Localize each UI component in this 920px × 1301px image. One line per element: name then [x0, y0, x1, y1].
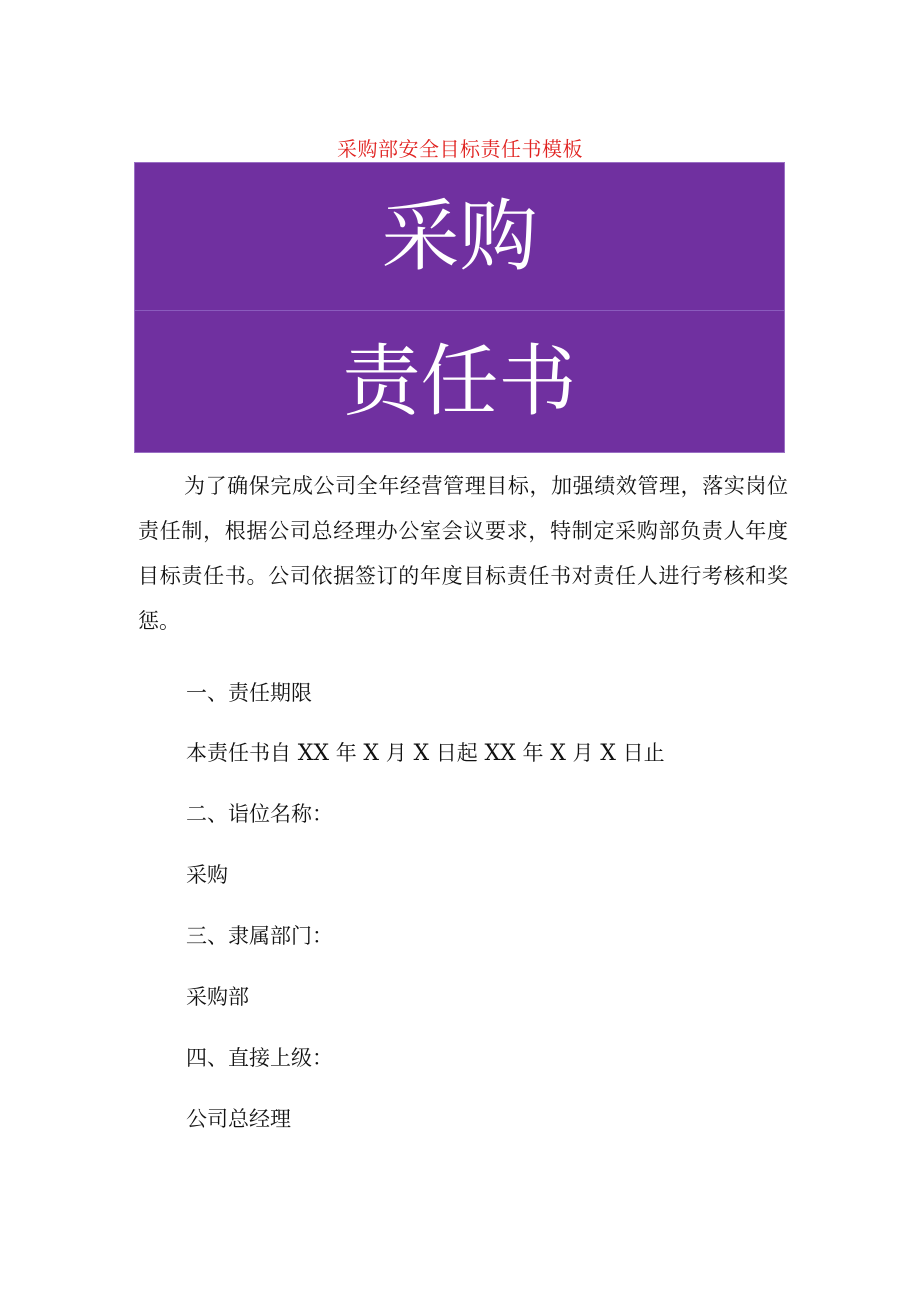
term-end-year-label: 年: [522, 741, 544, 765]
cover-banner: [134, 162, 785, 453]
cover-title-line-1: 采购: [381, 191, 538, 282]
position-name-value: 采购: [186, 863, 228, 887]
term-end-month-label: 月: [572, 741, 594, 765]
section-heading-supervisor: 四、直接上级：: [186, 1046, 333, 1070]
term-start-day: X: [413, 741, 430, 766]
term-month-label: 月: [385, 741, 407, 765]
term-year-label: 年: [335, 741, 357, 765]
cover-title-line-2: 责任书: [342, 336, 577, 427]
term-period-line: [186, 738, 665, 769]
term-end-year: XX: [484, 741, 516, 766]
term-end-month: X: [550, 741, 566, 766]
term-prefix: 本责任书自: [186, 741, 291, 765]
intro-paragraph: 为了确保完成公司全年经营管理目标，加强绩效管理，落实岗位责任制，根据公司总经理办公室会议要求，特制定采购部负责人年度目标责任书。公司依据签订的年度目标责任书对责任人进行考核和奖惩。: [138, 474, 788, 633]
document-title: 采购部安全目标责任书模板: [337, 137, 583, 161]
section-heading-position: 二、诣位名称：: [186, 802, 333, 826]
section-heading-term: 一、责任期限: [186, 681, 312, 705]
section-heading-department: 三、隶属部门：: [186, 924, 333, 948]
supervisor-value: 公司总经理: [186, 1107, 291, 1131]
term-start-year: XX: [297, 741, 330, 766]
term-end-day: X: [600, 741, 616, 766]
term-from-label: 日起: [435, 741, 478, 765]
department-value: 采购部: [186, 985, 249, 1009]
term-start-month: X: [363, 741, 380, 766]
term-to-label: 日止: [622, 741, 665, 765]
